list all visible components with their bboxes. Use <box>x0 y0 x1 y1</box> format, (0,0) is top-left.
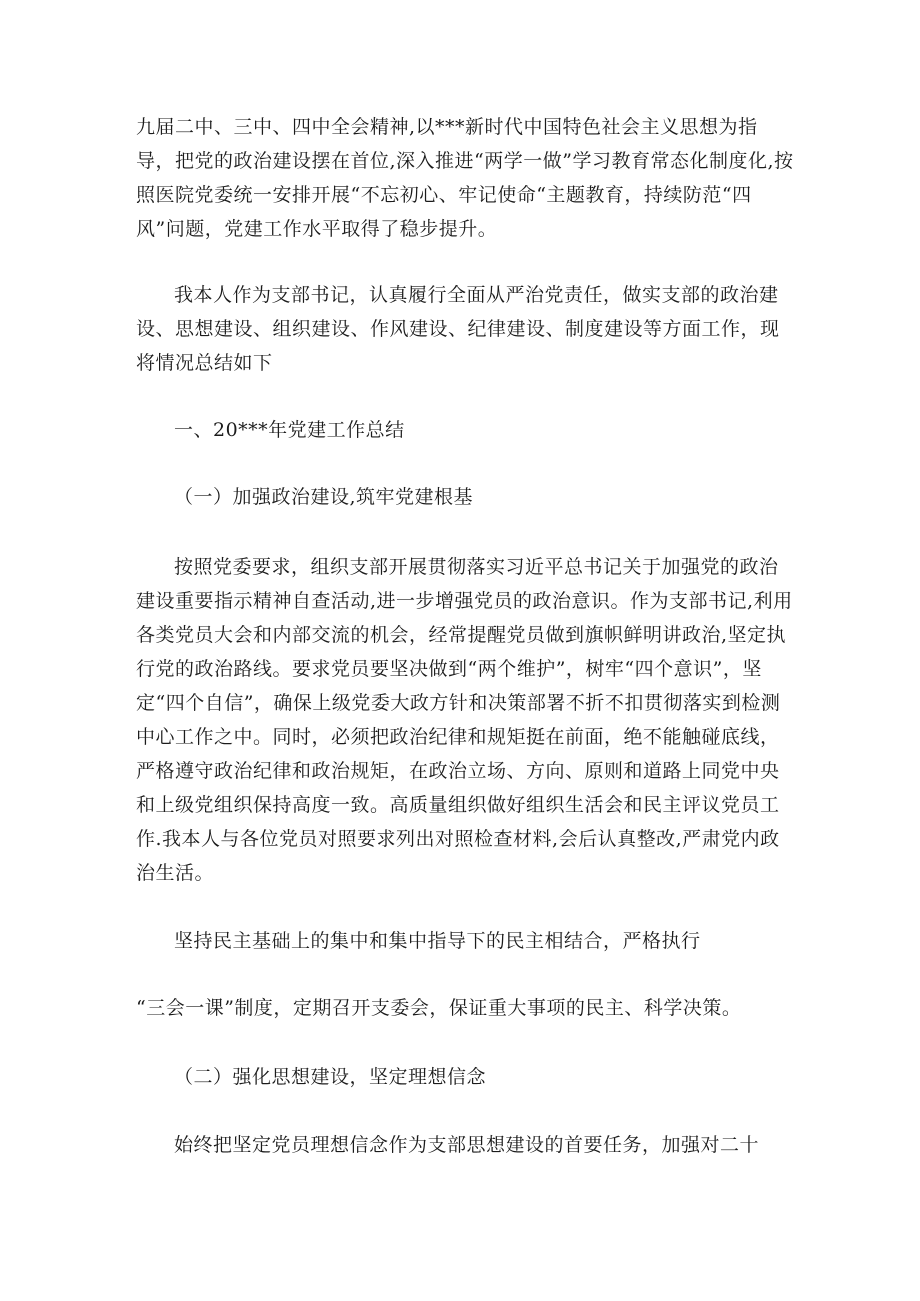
subsection-heading-2: （二）强化思想建设，坚定理想信念 <box>174 1066 487 1088</box>
subsection-heading-1: （一）加强政治建设,筑牢党建根基 <box>174 486 474 508</box>
paragraph-democratic-centralism: 坚持民主基础上的集中和集中指导下的民主相结合，严格执行 <box>174 930 701 952</box>
paragraph-political-building: 按照党委要求，组织支部开展贯彻落实习近平总书记关于加强党的政治建设重要指示精神自查活动,进一步增强党员的政治意识。作为支部书记,利用各类党员大会和内部交流的机会，经常提醒党员做到旗帜鲜明讲政治,坚定执行党的政治路线。要求党员要坚决做到“两个维护”，树牢“四个意识”，坚定“四个自信”，确保上级党委大政方针和决策部署不折不扣贯彻落实到检测中心工作之中。同时，必须把政治纪律和规矩挺在前面，绝不能触碰底线，严格遵守政治纪律和政治规矩，在政治立场、方向、原则和道路上同党中央和上级党组织保持高度一致。高质量组织做好组织生活会和民主评议党员工作.我本人与各位党员对照要求列出对照检查材料,会后认真整改,严肃党内政治生活。 <box>136 556 793 884</box>
paragraph-ideological-building: 始终把坚定党员理想信念作为支部思想建设的首要任务，加强对二十 <box>174 1134 760 1156</box>
paragraph-three-meetings: “三会一课”制度，定期召开支委会，保证重大事项的民主、科学决策。 <box>136 997 742 1019</box>
paragraph-self-summary: 我本人作为支部书记，认真履行全面从严治党责任，做实支部的政治建设、思想建设、组织建设、作风建设、纪律建设、制度建设等方面工作，现将情况总结如下 <box>136 284 780 374</box>
section-heading-1: 一、20***年党建工作总结 <box>174 419 405 441</box>
paragraph-intro: 九届二中、三中、四中全会精神,以***新时代中国特色社会主义思想为指导，把党的政治建设摆在首位,深入推进“两学一做”学习教育常态化制度化,按照医院党委统一安排开展“不忘初心、牢记使命“主题教育，持续防范“四风”问题，党建工作水平取得了稳步提升。 <box>136 116 794 240</box>
